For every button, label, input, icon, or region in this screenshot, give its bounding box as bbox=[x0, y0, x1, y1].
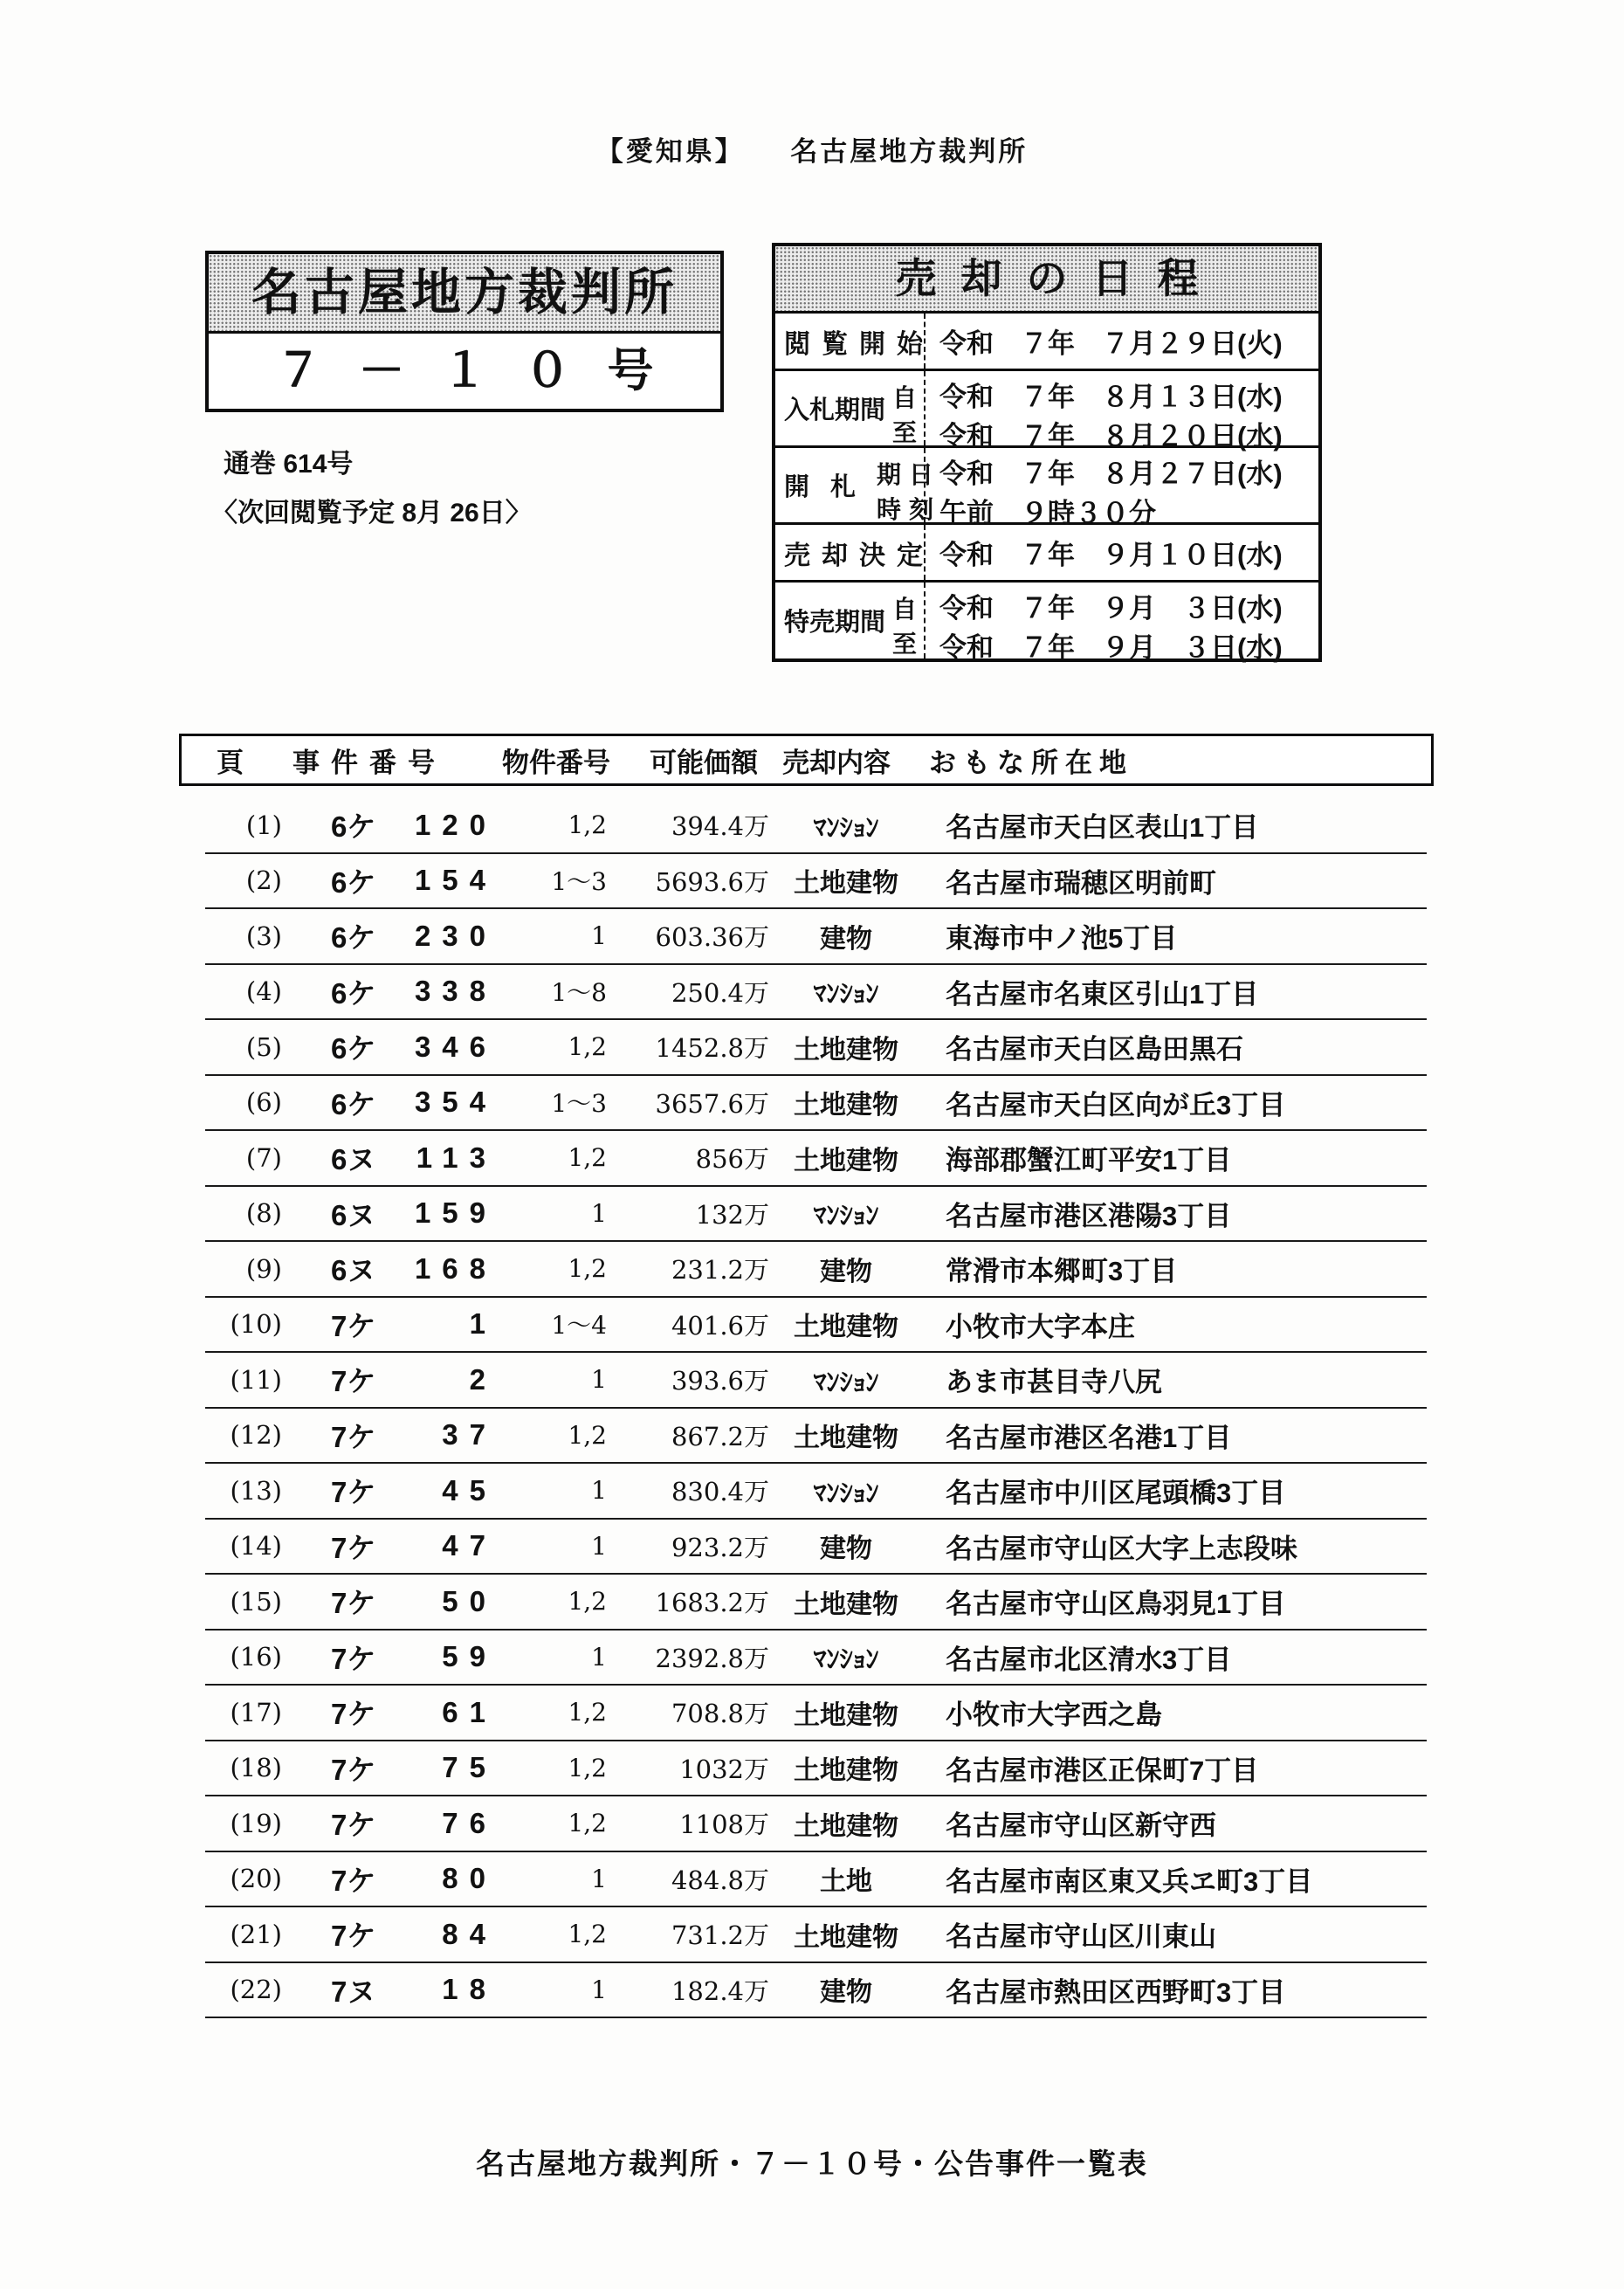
row-sale-content: ﾏﾝｼｮﾝ bbox=[813, 1479, 879, 1508]
row-case-era: 6ケ bbox=[331, 1087, 376, 1120]
row-possible-price: 1108万 bbox=[679, 1810, 769, 1840]
header-possible-price: 可能価額 bbox=[650, 747, 758, 778]
schedule-label-text: 特売期間 bbox=[784, 609, 886, 637]
row-property-number: 1,2 bbox=[568, 1753, 607, 1782]
row-page: (9) bbox=[245, 1253, 282, 1284]
schedule-label: 売却決定 bbox=[775, 525, 926, 580]
row-possible-price: 1032万 bbox=[679, 1754, 769, 1784]
row-property-number: 1 bbox=[591, 1642, 607, 1672]
issue-number: ７－１０号 bbox=[275, 345, 691, 396]
row-case-era: 7ケ bbox=[331, 1587, 376, 1620]
row-case-number: 50 bbox=[442, 1584, 497, 1617]
row-property-number: 1,2 bbox=[568, 1809, 607, 1838]
row-page: (6) bbox=[245, 1087, 282, 1118]
row-sale-content: 土地建物 bbox=[794, 1811, 898, 1841]
row-location: 名古屋市瑞穂区明前町 bbox=[946, 867, 1216, 899]
row-possible-price: 923.2万 bbox=[671, 1532, 769, 1562]
row-case-number: 354 bbox=[414, 1086, 497, 1119]
row-case-number: 1 bbox=[469, 1307, 497, 1341]
row-possible-price: 856万 bbox=[695, 1144, 769, 1175]
row-property-number: 1 bbox=[591, 1975, 607, 2004]
row-case-number: 76 bbox=[442, 1806, 497, 1839]
row-location: 名古屋市天白区島田黒石 bbox=[946, 1034, 1243, 1065]
row-sale-content: 建物 bbox=[820, 1534, 872, 1564]
row-case-number: 84 bbox=[442, 1917, 497, 1950]
page-header: 【愛知県】 名古屋地方裁判所 bbox=[595, 136, 1029, 167]
row-case-era: 7ケ bbox=[331, 1920, 376, 1953]
row-location: あま市甚目寺八尻 bbox=[946, 1367, 1162, 1398]
row-case-era: 6ケ bbox=[331, 1032, 376, 1065]
schedule-row-special-sale-period bbox=[775, 580, 1318, 663]
row-location: 海部郡蟹江町平安1丁目 bbox=[946, 1145, 1232, 1176]
row-property-number: 1 bbox=[591, 1864, 607, 1893]
schedule-sublabel-to: 至 bbox=[891, 418, 917, 446]
row-case-era: 6ヌ bbox=[331, 1198, 376, 1231]
issue-box bbox=[205, 251, 724, 412]
row-sale-content: 土地建物 bbox=[794, 1146, 898, 1176]
row-sale-content: ﾏﾝｼｮﾝ bbox=[813, 813, 879, 843]
row-case-era: 6ケ bbox=[331, 865, 376, 899]
row-page: (3) bbox=[245, 920, 282, 951]
row-location: 名古屋市港区名港1丁目 bbox=[946, 1422, 1232, 1453]
row-sale-content: 建物 bbox=[820, 924, 872, 954]
table-row bbox=[205, 1520, 1427, 1575]
schedule-sublabels bbox=[891, 590, 917, 658]
row-possible-price: 708.8万 bbox=[671, 1699, 769, 1729]
row-sale-content: 土地建物 bbox=[794, 1922, 898, 1952]
row-property-number: 1,2 bbox=[568, 1698, 607, 1727]
row-case-era: 6ヌ bbox=[331, 1143, 376, 1176]
row-possible-price: 1683.2万 bbox=[655, 1588, 769, 1618]
row-sale-content: 土地建物 bbox=[794, 1313, 898, 1342]
table-row bbox=[205, 1409, 1427, 1465]
schedule-value: 令和 ７年 ９月 ３日(水) bbox=[939, 593, 1283, 624]
schedule-label: 閲覧開始 bbox=[775, 314, 926, 369]
table-row bbox=[205, 1353, 1427, 1409]
row-property-number: 1〜8 bbox=[551, 978, 607, 1008]
row-page: (11) bbox=[230, 1364, 282, 1395]
row-page: (2) bbox=[245, 865, 282, 896]
row-sale-content: 土地建物 bbox=[794, 1035, 898, 1065]
row-sale-content: 建物 bbox=[820, 1978, 872, 2008]
table-row bbox=[205, 1741, 1427, 1797]
row-location: 名古屋市天白区向が丘3丁目 bbox=[946, 1089, 1286, 1120]
row-property-number: 1,2 bbox=[568, 1420, 607, 1450]
schedule-value: 午前 ９時３０分 bbox=[939, 498, 1156, 528]
row-location: 名古屋市港区正保町7丁目 bbox=[946, 1755, 1259, 1786]
row-sale-content: 土地建物 bbox=[794, 1589, 898, 1619]
schedule-label bbox=[775, 448, 942, 523]
row-possible-price: 182.4万 bbox=[671, 1975, 769, 2006]
schedule-value: 令和 ７年 ９月 ３日(水) bbox=[939, 632, 1283, 663]
table-row bbox=[205, 1242, 1427, 1298]
row-location: 東海市中ノ池5丁目 bbox=[946, 923, 1178, 955]
table-row bbox=[205, 1464, 1427, 1520]
row-location: 名古屋市中川区尾頭橋3丁目 bbox=[946, 1478, 1286, 1509]
schedule-sublabel-time: 時刻 bbox=[877, 495, 942, 523]
row-sale-content: ﾏﾝｼｮﾝ bbox=[813, 980, 879, 1010]
row-property-number: 1,2 bbox=[568, 1143, 607, 1173]
row-location: 名古屋市北区清水3丁目 bbox=[946, 1644, 1232, 1675]
row-possible-price: 231.2万 bbox=[671, 1255, 769, 1286]
row-possible-price: 393.6万 bbox=[671, 1366, 769, 1396]
row-case-number: 2 bbox=[469, 1362, 497, 1396]
schedule-sublabel-date: 期日 bbox=[877, 460, 942, 488]
row-case-era: 6ケ bbox=[331, 976, 376, 1010]
row-property-number: 1〜3 bbox=[551, 1089, 607, 1119]
row-case-era: 7ケ bbox=[331, 1531, 376, 1564]
row-case-era: 7ケ bbox=[331, 1365, 376, 1398]
row-case-number: 47 bbox=[442, 1529, 497, 1562]
row-location: 名古屋市守山区大字上志段味 bbox=[946, 1533, 1297, 1564]
header-property-number: 物件番号 bbox=[502, 747, 610, 778]
row-possible-price: 603.36万 bbox=[655, 922, 769, 953]
row-possible-price: 5693.6万 bbox=[655, 866, 769, 897]
row-page: (14) bbox=[230, 1531, 282, 1562]
row-case-number: 45 bbox=[442, 1473, 497, 1506]
row-sale-content: 土地建物 bbox=[794, 869, 898, 899]
row-property-number: 1,2 bbox=[568, 810, 607, 840]
row-location: 名古屋市天白区表山1丁目 bbox=[946, 812, 1259, 844]
row-location: 小牧市大字本庄 bbox=[946, 1311, 1135, 1342]
row-possible-price: 2392.8万 bbox=[655, 1643, 769, 1673]
row-property-number: 1,2 bbox=[568, 1254, 607, 1284]
row-page: (21) bbox=[230, 1919, 282, 1949]
row-case-number: 154 bbox=[414, 864, 497, 897]
schedule-row-sale-decision bbox=[775, 522, 1318, 580]
sale-schedule-title: 売却の日程 bbox=[775, 246, 1318, 311]
row-case-era: 6ケ bbox=[331, 810, 376, 844]
volume-number: 通巻 614号 bbox=[224, 450, 354, 479]
row-location: 小牧市大字西之島 bbox=[946, 1700, 1162, 1731]
row-property-number: 1 bbox=[591, 1365, 607, 1395]
row-sale-content: 土地建物 bbox=[794, 1756, 898, 1786]
row-possible-price: 484.8万 bbox=[671, 1865, 769, 1895]
row-sale-content: ﾏﾝｼｮﾝ bbox=[813, 1368, 879, 1397]
row-page: (20) bbox=[230, 1864, 282, 1894]
row-case-number: 59 bbox=[442, 1640, 497, 1673]
case-table-rows bbox=[205, 798, 1427, 2018]
schedule-sublabel-from: 自 bbox=[891, 383, 917, 411]
row-property-number: 1,2 bbox=[568, 1920, 607, 1949]
header-sale-content: 売却内容 bbox=[782, 747, 891, 778]
schedule-label-text: 入札期間 bbox=[784, 396, 886, 424]
schedule-sublabel-from: 自 bbox=[891, 595, 917, 623]
row-case-number: 80 bbox=[442, 1862, 497, 1895]
row-page: (13) bbox=[230, 1475, 282, 1506]
row-case-era: 7ケ bbox=[331, 1476, 376, 1509]
row-property-number: 1〜3 bbox=[551, 867, 607, 897]
row-sale-content: 土地建物 bbox=[794, 1700, 898, 1730]
table-row bbox=[205, 965, 1427, 1021]
schedule-label bbox=[775, 371, 926, 445]
row-sale-content: ﾏﾝｼｮﾝ bbox=[813, 1645, 879, 1675]
table-row bbox=[205, 1187, 1427, 1243]
schedule-row-bid-period bbox=[775, 369, 1318, 452]
row-case-era: 7ケ bbox=[331, 1309, 376, 1342]
schedule-row-viewing-start bbox=[775, 311, 1318, 369]
table-row bbox=[205, 854, 1427, 910]
schedule-value: 令和 ７年 ８月２７日(水) bbox=[939, 458, 1283, 489]
row-case-era: 7ケ bbox=[331, 1864, 376, 1897]
row-location: 名古屋市名東区引山1丁目 bbox=[946, 978, 1259, 1010]
row-possible-price: 132万 bbox=[695, 1199, 769, 1230]
sale-schedule-box bbox=[772, 243, 1322, 662]
row-page: (19) bbox=[230, 1808, 282, 1838]
issue-court-name: 名古屋地方裁判所 bbox=[209, 254, 720, 334]
row-sale-content: 建物 bbox=[820, 1257, 872, 1286]
row-case-number: 120 bbox=[414, 808, 497, 841]
row-property-number: 1,2 bbox=[568, 1032, 607, 1062]
row-page: (4) bbox=[245, 976, 282, 1007]
row-case-era: 7ケ bbox=[331, 1809, 376, 1842]
schedule-row-bid-opening bbox=[775, 445, 1318, 528]
header-page: 頁 bbox=[217, 747, 244, 778]
row-page: (15) bbox=[230, 1586, 282, 1617]
table-row bbox=[205, 798, 1427, 854]
row-sale-content: 土地建物 bbox=[794, 1424, 898, 1453]
table-row bbox=[205, 1076, 1427, 1132]
row-possible-price: 1452.8万 bbox=[655, 1033, 769, 1064]
row-case-number: 75 bbox=[442, 1751, 497, 1784]
row-case-era: 7ケ bbox=[331, 1698, 376, 1731]
row-case-number: 37 bbox=[442, 1418, 497, 1451]
row-case-number: 338 bbox=[414, 975, 497, 1008]
row-page: (18) bbox=[230, 1753, 282, 1783]
row-location: 常滑市本郷町3丁目 bbox=[946, 1256, 1178, 1287]
table-row bbox=[205, 1852, 1427, 1908]
next-viewing-date: 〈次回閲覧予定 8月 26日〉 bbox=[211, 499, 532, 527]
table-row bbox=[205, 1575, 1427, 1631]
row-possible-price: 250.4万 bbox=[671, 977, 769, 1008]
row-case-number: 230 bbox=[414, 919, 497, 952]
case-table bbox=[179, 734, 1434, 2018]
row-case-number: 346 bbox=[414, 1030, 497, 1063]
row-property-number: 1,2 bbox=[568, 1587, 607, 1617]
schedule-value: 令和 ７年 ８月２０日(水) bbox=[939, 421, 1283, 452]
row-location: 名古屋市守山区川東山 bbox=[946, 1921, 1216, 1953]
table-row bbox=[205, 1963, 1427, 2019]
header-location: おもな所在地 bbox=[929, 747, 1133, 778]
row-page: (22) bbox=[230, 1975, 282, 2005]
header-case-number: 事件番号 bbox=[292, 747, 446, 778]
schedule-value: 令和 ７年 ８月１３日(水) bbox=[939, 382, 1283, 412]
row-case-era: 7ケ bbox=[331, 1753, 376, 1786]
page-footer: 名古屋地方裁判所・７－１０号・公告事件一覧表 bbox=[476, 2148, 1148, 2180]
row-possible-price: 401.6万 bbox=[671, 1310, 769, 1341]
row-page: (12) bbox=[230, 1420, 282, 1451]
table-row bbox=[205, 1907, 1427, 1963]
row-possible-price: 3657.6万 bbox=[655, 1088, 769, 1119]
row-possible-price: 394.4万 bbox=[671, 811, 769, 842]
table-row bbox=[205, 1020, 1427, 1076]
row-case-era: 7ケ bbox=[331, 1642, 376, 1675]
row-page: (7) bbox=[245, 1142, 282, 1173]
row-possible-price: 830.4万 bbox=[671, 1477, 769, 1507]
row-property-number: 1〜4 bbox=[551, 1311, 607, 1341]
row-location: 名古屋市守山区新守西 bbox=[946, 1810, 1216, 1842]
row-sale-content: ﾏﾝｼｮﾝ bbox=[813, 1202, 879, 1231]
schedule-sublabels bbox=[891, 379, 917, 446]
row-case-era: 6ケ bbox=[331, 921, 376, 955]
table-row bbox=[205, 909, 1427, 965]
row-case-era: 6ヌ bbox=[331, 1254, 376, 1287]
table-row bbox=[205, 1131, 1427, 1187]
row-case-number: 168 bbox=[414, 1251, 497, 1285]
row-case-number: 113 bbox=[416, 1141, 497, 1174]
table-row bbox=[205, 1796, 1427, 1852]
row-location: 名古屋市守山区鳥羽見1丁目 bbox=[946, 1589, 1286, 1620]
schedule-value: 令和 ７年 ９月１０日(水) bbox=[939, 540, 1283, 570]
row-page: (8) bbox=[245, 1198, 282, 1229]
row-case-era: 7ヌ bbox=[331, 1975, 376, 2008]
row-property-number: 1 bbox=[591, 1531, 607, 1561]
schedule-value: 令和 ７年 ７月２９日(火) bbox=[939, 328, 1283, 359]
row-page: (5) bbox=[245, 1031, 282, 1062]
table-row bbox=[205, 1298, 1427, 1354]
schedule-sublabel-to: 至 bbox=[891, 630, 917, 658]
row-sale-content: 土地建物 bbox=[794, 1091, 898, 1120]
row-location: 名古屋市熱田区西野町3丁目 bbox=[946, 1976, 1286, 2008]
row-case-number: 18 bbox=[442, 1973, 497, 2006]
table-row bbox=[205, 1631, 1427, 1686]
row-possible-price: 731.2万 bbox=[671, 1920, 769, 1951]
table-row bbox=[205, 1686, 1427, 1741]
row-possible-price: 867.2万 bbox=[671, 1421, 769, 1451]
row-page: (10) bbox=[230, 1309, 282, 1340]
row-property-number: 1 bbox=[591, 1198, 607, 1228]
row-case-era: 7ケ bbox=[331, 1420, 376, 1453]
row-sale-content: 土地 bbox=[820, 1867, 872, 1897]
row-page: (16) bbox=[230, 1642, 282, 1672]
case-table-header bbox=[179, 734, 1434, 786]
row-location: 名古屋市南区東又兵ヱ町3丁目 bbox=[946, 1865, 1313, 1897]
row-property-number: 1 bbox=[591, 921, 607, 951]
row-page: (1) bbox=[245, 810, 282, 840]
row-location: 名古屋市港区港陽3丁目 bbox=[946, 1200, 1232, 1231]
schedule-label-text: 開札 bbox=[784, 473, 877, 501]
row-page: (17) bbox=[230, 1697, 282, 1727]
row-case-number: 61 bbox=[442, 1695, 497, 1728]
row-property-number: 1 bbox=[591, 1476, 607, 1506]
row-case-number: 159 bbox=[414, 1196, 497, 1230]
schedule-label bbox=[775, 583, 926, 658]
